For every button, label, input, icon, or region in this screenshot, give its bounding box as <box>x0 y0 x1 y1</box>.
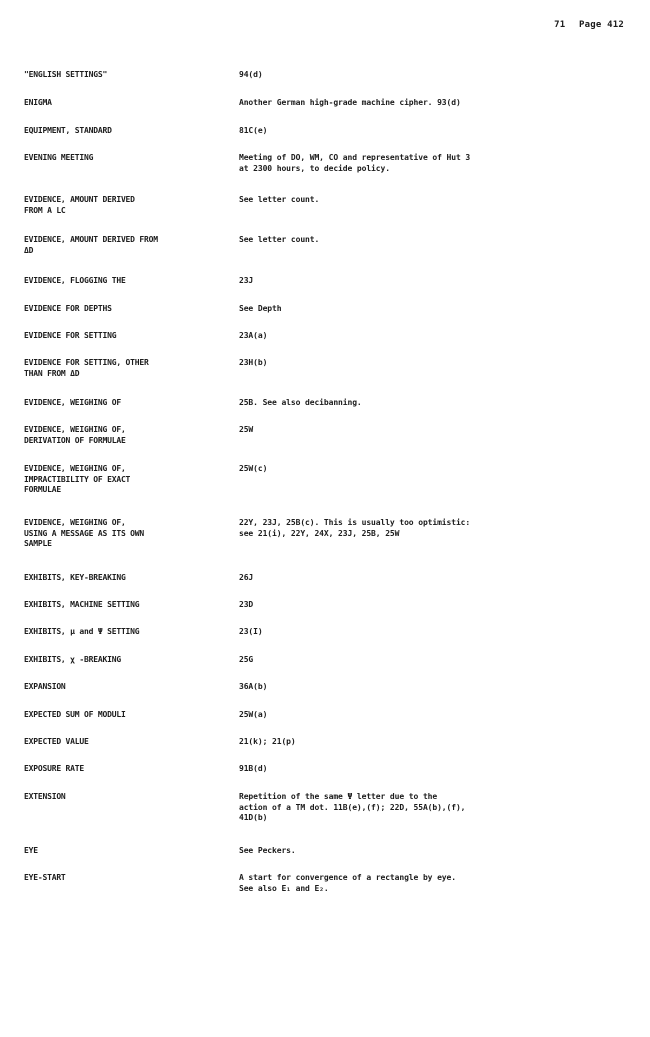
glossary-definition: 25B. See also decibanning. <box>239 398 362 407</box>
glossary-entry <box>24 573 634 584</box>
glossary-term: EXHIBITS, μ and Ψ SETTING <box>24 627 140 636</box>
glossary-entry <box>24 304 634 315</box>
glossary-term: EXPECTED SUM OF MODULI <box>24 710 126 719</box>
glossary-entry <box>24 425 634 446</box>
glossary-entry <box>24 235 634 256</box>
glossary-definition: 23A(a) <box>239 331 268 340</box>
glossary-term: EXPECTED VALUE <box>24 737 89 746</box>
glossary-term: EYE-START <box>24 873 66 882</box>
glossary-entry <box>24 873 634 894</box>
glossary-definition: 25G <box>239 655 254 664</box>
glossary-term: EQUIPMENT, STANDARD <box>24 126 112 135</box>
glossary-term: EVIDENCE, WEIGHING OF, DERIVATION OF FORMULAE <box>24 425 126 445</box>
glossary-definition: 36A(b) <box>239 682 268 691</box>
glossary-definition: 26J <box>239 573 254 582</box>
glossary-term: EVIDENCE, WEIGHING OF <box>24 398 121 407</box>
glossary-definition: 21(k); 21(p) <box>239 737 296 746</box>
glossary-definition: 94(d) <box>239 70 263 79</box>
glossary-entry <box>24 655 634 666</box>
glossary-term: EXPANSION <box>24 682 66 691</box>
glossary-definition: See Peckers. <box>239 846 296 855</box>
glossary-definition: 23D <box>239 600 254 609</box>
glossary-entry <box>24 627 634 638</box>
glossary-term: EVIDENCE, WEIGHING OF, IMPRACTIBILITY OF EXACT FORMULAE <box>24 464 131 494</box>
glossary-entry <box>24 682 634 693</box>
glossary-entry <box>24 518 634 550</box>
glossary-definition: 25W(a) <box>239 710 268 719</box>
page-label: Page 412 <box>579 20 624 30</box>
glossary-term: EVIDENCE FOR SETTING <box>24 331 117 340</box>
glossary-term: EXHIBITS, χ -BREAKING <box>24 655 121 664</box>
glossary-entry <box>24 792 634 824</box>
glossary-entry <box>24 331 634 342</box>
glossary-definition: Another German high-grade machine cipher. 93(d) <box>239 98 461 107</box>
glossary-term: EVIDENCE, WEIGHING OF, USING A MESSAGE AS ITS OWN SAMPLE <box>24 518 145 548</box>
glossary-entry <box>24 126 634 137</box>
glossary-term: EVENING MEETING <box>24 153 94 162</box>
glossary-definition: See Depth <box>239 304 282 313</box>
glossary-entry <box>24 600 634 611</box>
glossary-term: EXHIBITS, MACHINE SETTING <box>24 600 140 609</box>
glossary-definition: Meeting of DO, WM, CO and representative of Hut 3 at 2300 hours, to decide policy. <box>239 153 471 173</box>
glossary-entry <box>24 98 634 109</box>
glossary-entry <box>24 195 634 216</box>
glossary-term: EVIDENCE, FLOGGING THE <box>24 276 126 285</box>
glossary-term: EXHIBITS, KEY-BREAKING <box>24 573 126 582</box>
glossary-entry <box>24 464 634 496</box>
glossary-definition: 23(I) <box>239 627 263 636</box>
glossary-definition: See letter count. <box>239 195 320 204</box>
glossary-entry <box>24 398 634 409</box>
glossary-entry <box>24 276 634 287</box>
glossary-term: EVIDENCE FOR DEPTHS <box>24 304 112 313</box>
glossary-entry <box>24 764 634 775</box>
glossary-definition: 81C(e) <box>239 126 268 135</box>
glossary-term: EYE <box>24 846 38 855</box>
glossary-entry <box>24 737 634 748</box>
glossary-term: EXTENSION <box>24 792 66 801</box>
glossary-entry <box>24 846 634 857</box>
glossary-term: EXPOSURE RATE <box>24 764 85 773</box>
glossary-definition: 22Y, 23J, 25B(c). This is usually too optimistic: see 21(i), 22Y, 24X, 23J, 25B, 25W <box>239 518 471 538</box>
glossary-definition: 23H(b) <box>239 358 268 367</box>
glossary-definition: Repetition of the same Ψ letter due to the action of a TM dot. 11B(e),(f); 22D, 55A(b),(f), 41D(b) <box>239 792 466 822</box>
glossary-entry <box>24 70 634 81</box>
glossary-definition: 91B(d) <box>239 764 268 773</box>
glossary-entry <box>24 153 634 174</box>
glossary-definition: 25W(c) <box>239 464 268 473</box>
page-number: 71 <box>554 20 566 30</box>
glossary-term: "ENGLISH SETTINGS" <box>24 70 108 79</box>
glossary-term: EVIDENCE FOR SETTING, OTHER THAN FROM ΔD <box>24 358 149 378</box>
glossary-term: EVIDENCE, AMOUNT DERIVED FROM A LC <box>24 195 135 215</box>
glossary-definition: See letter count. <box>239 235 320 244</box>
glossary-definition: 23J <box>239 276 254 285</box>
glossary-term: EVIDENCE, AMOUNT DERIVED FROM ΔD <box>24 235 158 255</box>
glossary-entry <box>24 358 634 379</box>
glossary-entry <box>24 710 634 721</box>
glossary-term: ENIGMA <box>24 98 52 107</box>
glossary-definition: 25W <box>239 425 254 434</box>
glossary-definition: A start for convergence of a rectangle by eye. See also E₁ and E₂. <box>239 873 456 893</box>
